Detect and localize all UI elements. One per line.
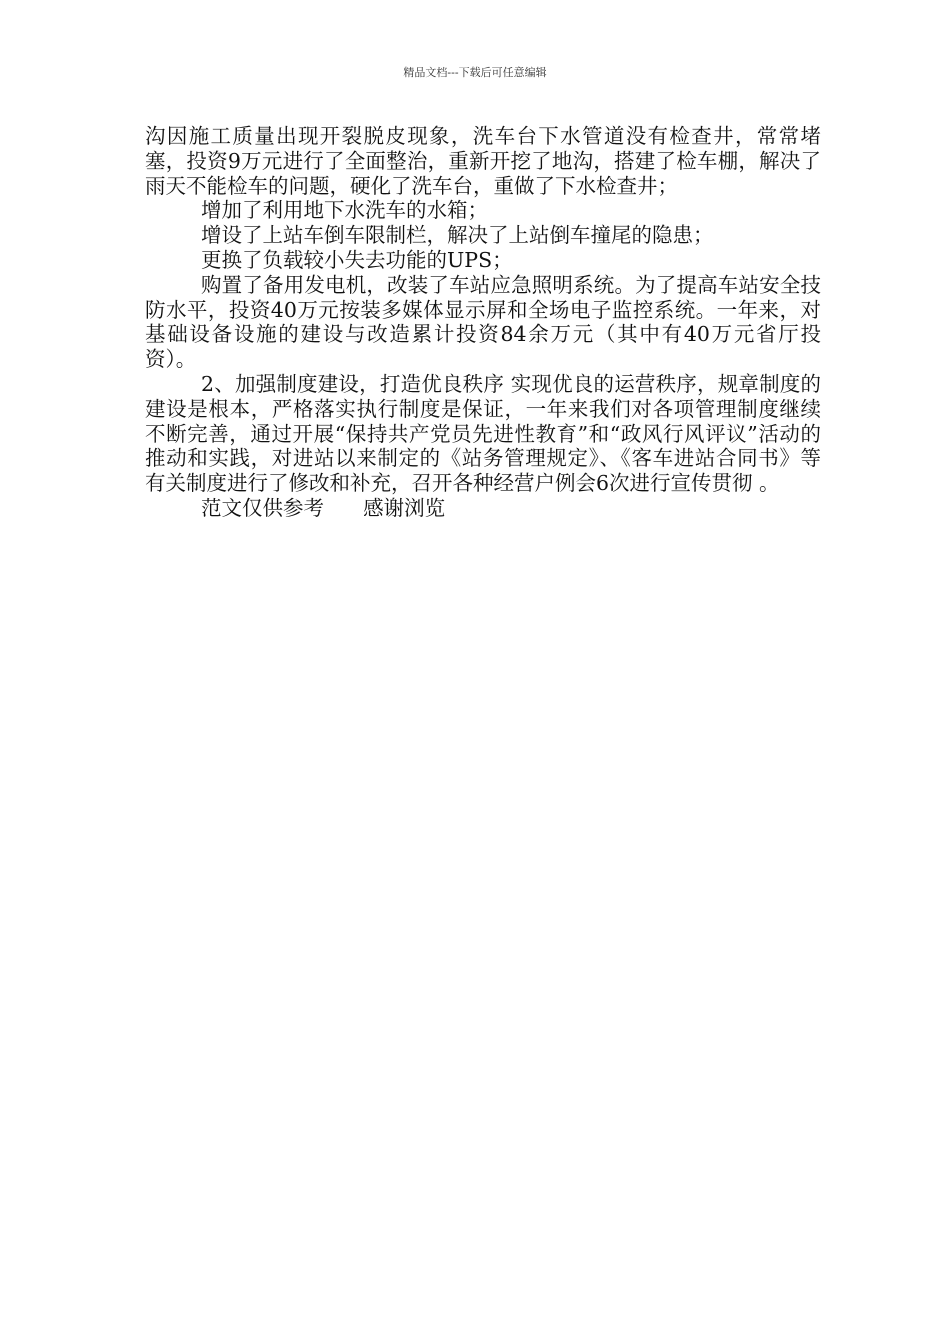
closing-left-text: 范文仅供参考	[201, 495, 324, 520]
closing-gap	[324, 496, 363, 520]
closing-right-text: 感谢浏览	[363, 495, 446, 520]
paragraph-3: 增设了上站车倒车限制栏，解决了上站倒车撞尾的隐患；	[201, 223, 714, 248]
paragraph-2: 增加了利用地下水洗车的水箱；	[201, 198, 488, 223]
closing-line	[145, 496, 821, 521]
paragraph-5: 购置了备用发电机，改装了车站应急照明系统。为了提高车站安全技防水平，投资40万元按装多媒体显示屏和全场电子监控系统。一年来，对基础设备设施的建设与改造累计投资84余万元（其中有40万元省厅投资）。	[145, 272, 821, 372]
paragraph-6: 2、加强制度建设，打造优良秩序 实现优良的运营秩序，规章制度的建设是根本，严格落实执行制度是保证，一年来我们对各项管理制度继续不断完善，通过开展“保持共产党员先进性教育”和“政风行风评议”活动的推动和实践，对进站以来制定的《站务管理规定》、《客车进站合同书》等有关制度进行了修改和补充，召开各种经营户例会6次进行宣传贯彻 。	[145, 371, 821, 496]
paragraph-4: 更换了负载较小失去功能的UPS；	[201, 247, 513, 272]
paragraph-1: 沟因施工质量出现开裂脱皮现象，洗车台下水管道没有检查井，常常堵塞，投资9万元进行了全面整治，重新开挖了地沟，搭建了检车棚，解决了雨天不能检车的问题，硬化了洗车台，重做了下水检查井；	[145, 124, 821, 198]
page-header: 精品文档---下载后可任意编辑	[403, 66, 547, 79]
document-body	[145, 124, 821, 521]
